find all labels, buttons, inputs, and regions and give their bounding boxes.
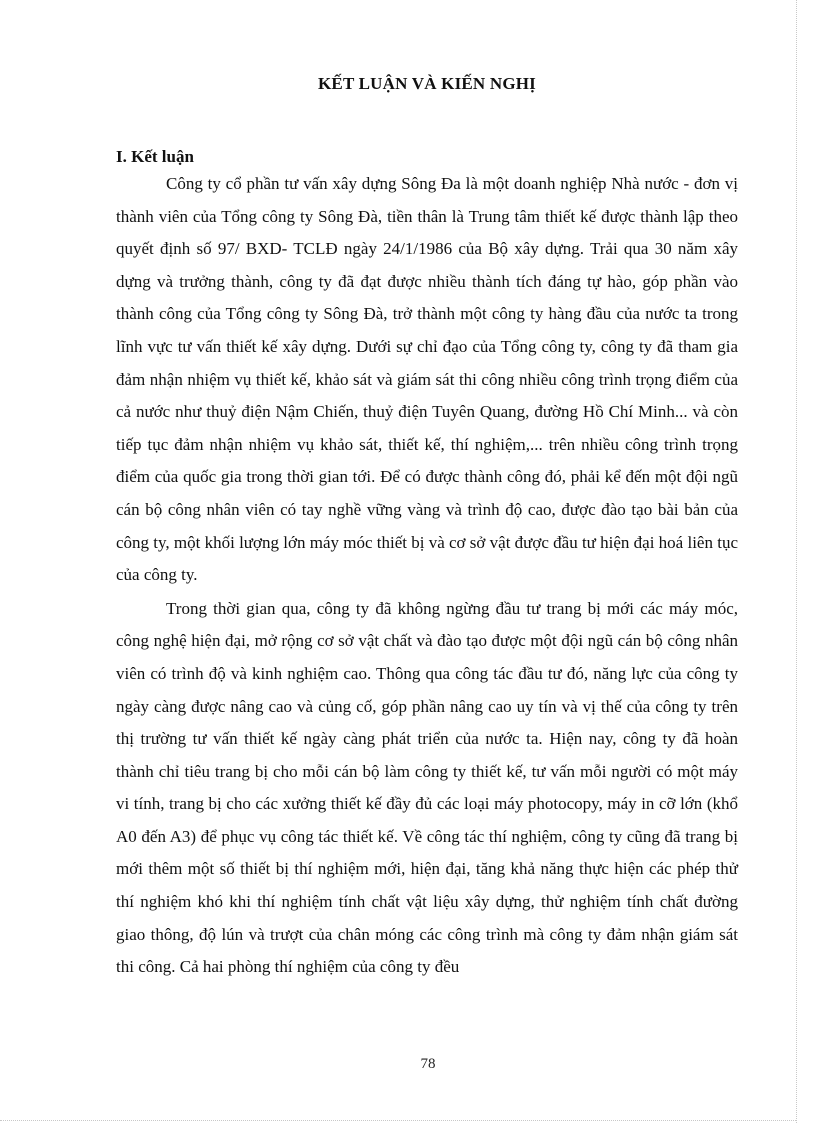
page-number: 78 — [420, 1056, 436, 1072]
paragraph-2: Trong thời gian qua, công ty đã không ngừng đầu tư trang bị mới các máy móc, công nghệ hiện đại, mở rộng cơ sở vật chất và đào tạo được một đội ngũ cán bộ công nhân viên có trình độ và kinh nghiệm cao. Thông qua công tác đầu tư đó, năng lực của công ty ngày càng được nâng cao và củng cố, góp phần nâng cao uy tín và vị thế của công ty trên thị trường tư vấn thiết kế ngày càng phát triển của nước ta. Hiện nay, công ty đã hoàn thành chỉ tiêu trang bị cho mỗi cán bộ làm công ty thiết kế, tư vấn mỗi người có một máy vi tính, trang bị cho các xưởng thiết kế đầy đủ các loại máy photocopy, máy in cỡ lớn (khổ A0 đến A3) để phục vụ công tác thiết kế. Về công tác thí nghiệm, công ty cũng đã trang bị mới thêm một số thiết bị thí nghiệm mới, hiện đại, tăng khả năng thực hiện các phép thử thí nghiệm khó khi thí nghiệm tính chất vật liệu xây dựng, thử nghiệm tính chất đường giao thông, độ lún và trượt của chân móng các công trình mà công ty đảm nhận giám sát thi công. Cả hai phòng thí nghiệm của công ty đều — [116, 598, 738, 977]
page-border-bottom — [0, 1120, 796, 1121]
section-heading: I. Kết luận — [116, 147, 194, 166]
page-border-right — [796, 0, 797, 1123]
paragraph-1: Công ty cổ phần tư vấn xây dựng Sông Đa là một doanh nghiệp Nhà nước - đơn vị thành viên của Tổng công ty Sông Đà, tiền thân là Trung tâm thiết kế được thành lập theo quyết định số 97/ BXD- TCLĐ ngày 24/1/1986 của Bộ xây dựng. Trải qua 30 năm xây dựng và trưởng thành, công ty đã đạt được nhiều thành tích đáng tự hào, góp phần vào thành công của Tổng công ty Sông Đà, trở thành một công ty hàng đầu của nước ta trong lĩnh vực tư vấn thiết kế xây dựng. Dưới sự chỉ đạo của Tổng công ty, công ty đã tham gia đảm nhận nhiệm vụ thiết kế, khảo sát và giám sát thi công nhiều công trình trọng điểm của cả nước như thuỷ điện Nậm Chiến, thuỷ điện Tuyên Quang, đường Hồ Chí Minh... và còn tiếp tục đảm nhận nhiệm vụ khảo sát, thiết kế, thí nghiệm,... trên nhiều công trình trọng điểm của quốc gia trong thời gian tới. Để có được thành công đó, phải kể đến một đội ngũ cán bộ công nhân viên có tay nghề vững vàng và trình độ cao, được đào tạo bài bản của công ty, một khối lượng lớn máy móc thiết bị và cơ sở vật được đầu tư hiện đại hoá liên tục của công ty. — [116, 174, 738, 585]
document-body — [116, 74, 738, 984]
document-title: KẾT LUẬN VÀ KIẾN NGHỊ — [317, 74, 536, 93]
